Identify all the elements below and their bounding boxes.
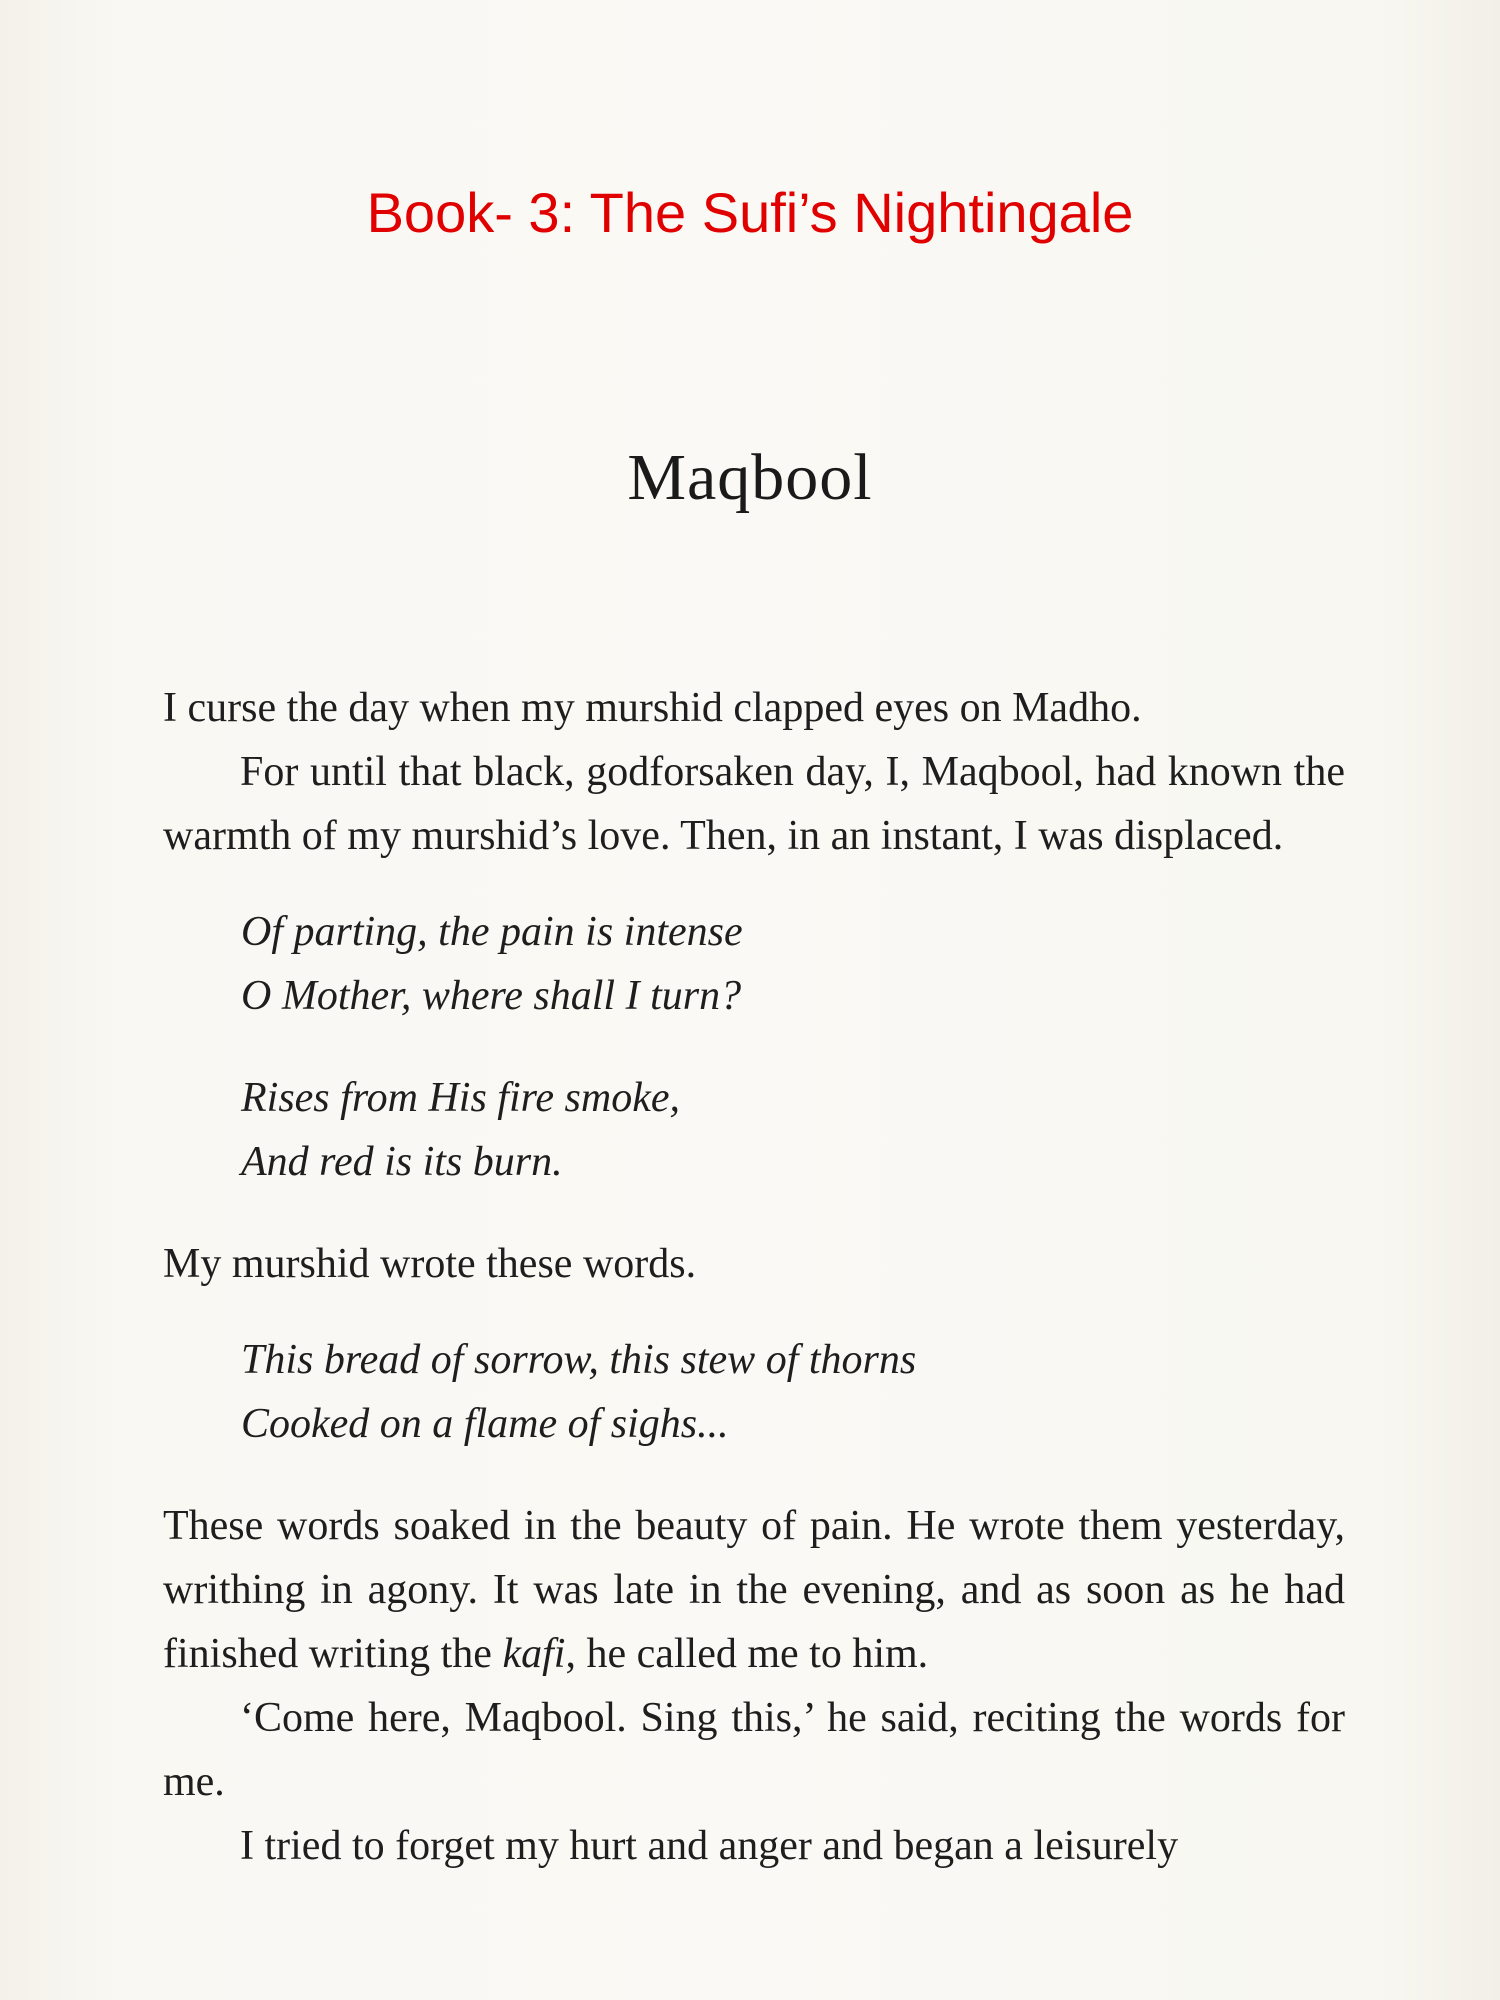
paragraph-opening: I curse the day when my murshid clapped eyes on Madho. [163,685,1142,731]
paragraph-text: These words soaked in the beauty of pain. He wrote them yesterday, writhing in agony. It was late in the evening, and as soon as he had finished writing the [163,1503,1345,1677]
paragraph-tried-to-forget: I tried to forget my hurt and anger and began a leisurely [240,1823,1179,1869]
verse-line: And red is its burn. [241,1139,563,1185]
chapter-title: Maqbool [627,441,873,514]
paragraph-text: , he called me to him. [565,1631,929,1677]
verse-line: O Mother, where shall I turn? [241,973,742,1019]
paragraph-come-here: ‘Come here, Maqbool. Sing this,’ he said, reciting the words for me. [163,1695,1345,1805]
verse-line: Of parting, the pain is intense [241,909,743,955]
verse-line: Cooked on a flame of sighs... [241,1401,729,1447]
paragraph-displaced: For until that black, godforsaken day, I, Maqbool, had known the warmth of my murshid’s love. Then, in an instant, I was displaced. [163,749,1345,859]
verse-line: Rises from His fire smoke, [241,1075,681,1121]
book-header-title: Book- 3: The Sufi’s Nightingale [366,181,1134,244]
verse-line: This bread of sorrow, this stew of thorns [241,1337,917,1383]
chapter-body [163,676,1345,1878]
italic-term-kafi: kafi [502,1631,566,1677]
paragraph-beauty-of-pain [163,1494,1345,1686]
paragraph-murshid-wrote: My murshid wrote these words. [163,1241,697,1287]
